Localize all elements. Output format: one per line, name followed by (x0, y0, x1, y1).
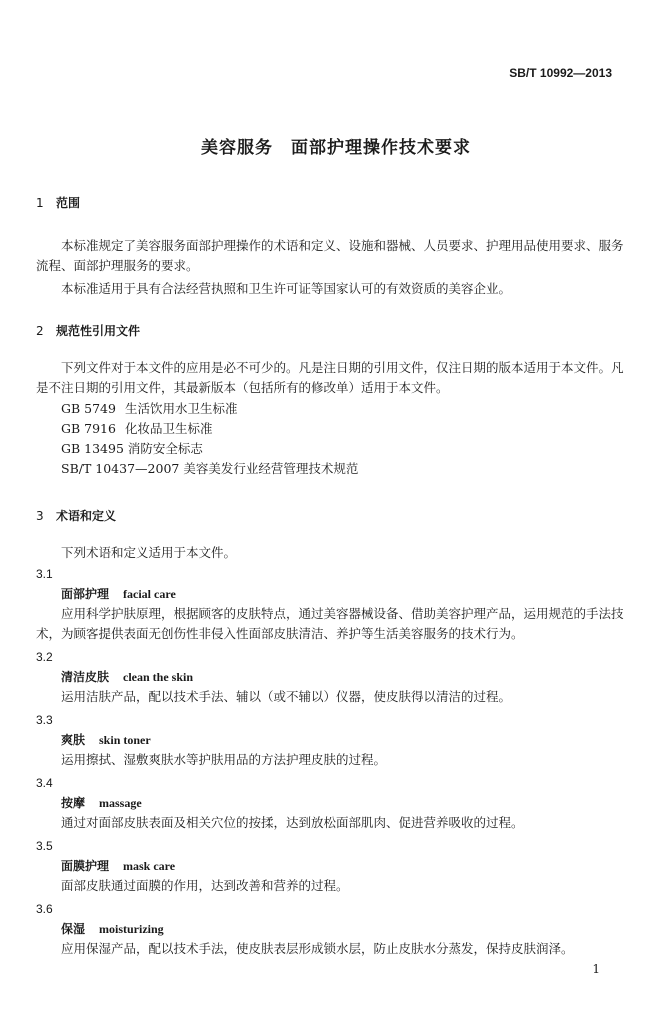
term-entry (36, 564, 626, 644)
term-definition: 面部皮肤通过面膜的作用，达到改善和营养的过程。 (61, 878, 349, 893)
term-english: facial care (123, 587, 176, 601)
term-heading (36, 856, 626, 876)
term-english: mask care (123, 859, 176, 873)
term-english: clean the skin (123, 670, 194, 684)
section-1-heading (36, 193, 626, 213)
section-1-paragraph-1: 本标准规定了美容服务面部护理操作的术语和定义、设施和器械、人员要求、护理用品使用要求、服务流程、面部护理服务的要求。 (36, 238, 624, 273)
standard-code: SB/T 10992—2013 (509, 66, 612, 80)
reference-item (36, 459, 626, 479)
section-1-paragraph-2: 本标准适用于具有合法经营执照和卫生许可证等国家认可的有效资质的美容企业。 (61, 281, 512, 296)
reference-code: GB 13495 (61, 441, 124, 456)
term-number: 3.1 (36, 567, 53, 581)
term-english: moisturizing (99, 922, 164, 936)
term-number: 3.3 (36, 713, 53, 727)
term-english: massage (99, 796, 142, 810)
term-number: 3.4 (36, 776, 53, 790)
term-english: skin toner (99, 733, 151, 747)
reference-item (36, 419, 626, 439)
reference-item (36, 439, 626, 459)
reference-title: 美容美发行业经营管理技术规范 (183, 461, 359, 476)
section-number: 2 (36, 324, 44, 338)
term-heading (36, 667, 626, 687)
term-number: 3.5 (36, 839, 53, 853)
term-heading (36, 584, 626, 604)
section-number: 1 (36, 196, 44, 210)
reference-title: 生活饮用水卫生标准 (125, 401, 238, 416)
term-heading (36, 730, 626, 750)
term-heading (36, 919, 626, 939)
term-entry (36, 710, 626, 770)
term-entry (36, 899, 626, 959)
page-number: 1 (592, 962, 600, 976)
term-definition: 通过对面部皮肤表面及相关穴位的按揉，达到放松面部肌肉、促进营养吸收的过程。 (61, 815, 524, 830)
reference-title: 化妆品卫生标准 (125, 421, 213, 436)
section-3-intro: 下列术语和定义适用于本文件。 (61, 545, 237, 560)
section-2-heading (36, 321, 626, 341)
term-definition: 应用科学护肤原理，根据顾客的皮肤特点，通过美容器械设备、借助美容护理产品，运用规范的手法技术，为顾客提供表面无创伤性非侵入性面部皮肤清洁、养护等生活美容服务的技术行为。 (36, 606, 624, 641)
term-entry (36, 773, 626, 833)
section-title: 规范性引用文件 (56, 324, 141, 338)
section-title: 术语和定义 (56, 509, 117, 523)
reference-code: GB 7916 (61, 421, 116, 436)
section-number: 3 (36, 509, 44, 523)
term-definition: 运用洁肤产品，配以技术手法、辅以（或不辅以）仪器，使皮肤得以清洁的过程。 (61, 689, 512, 704)
reference-item (36, 399, 626, 419)
term-chinese: 面膜护理 (61, 859, 110, 873)
section-title: 范围 (56, 196, 81, 210)
term-chinese: 保湿 (61, 922, 86, 936)
reference-code: GB 5749 (61, 401, 116, 416)
term-entry (36, 647, 626, 707)
term-chinese: 爽肤 (61, 733, 86, 747)
term-heading (36, 793, 626, 813)
term-number: 3.6 (36, 902, 53, 916)
term-definition: 运用擦拭、湿敷爽肤水等护肤用品的方法护理皮肤的过程。 (61, 752, 387, 767)
reference-title: 消防安全标志 (127, 441, 203, 456)
term-chinese: 面部护理 (61, 587, 110, 601)
term-chinese: 按摩 (61, 796, 86, 810)
document-title: 美容服务 面部护理操作技术要求 (201, 138, 471, 158)
term-number: 3.2 (36, 650, 53, 664)
reference-code: SB/T 10437—2007 (61, 461, 180, 476)
reference-list (36, 399, 626, 479)
term-entry (36, 836, 626, 896)
term-definition: 应用保湿产品，配以技术手法，使皮肤表层形成锁水层，防止皮肤水分蒸发，保持皮肤润泽。 (61, 941, 574, 956)
section-2-paragraph: 下列文件对于本文件的应用是必不可少的。凡是注日期的引用文件，仅注日期的版本适用于本文件。凡是不注日期的引用文件，其最新版本（包括所有的修改单）适用于本文件。 (36, 360, 624, 395)
section-3-heading (36, 506, 626, 526)
term-chinese: 清洁皮肤 (61, 670, 110, 684)
